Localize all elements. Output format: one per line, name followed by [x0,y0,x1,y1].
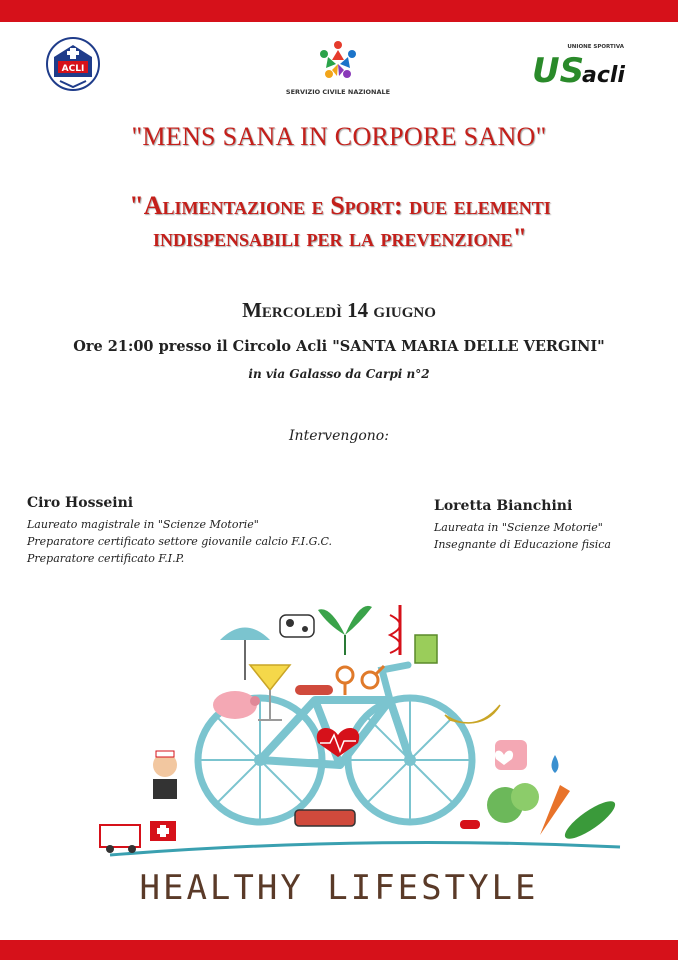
event-address: in via Galasso da Carpi n°2 [248,367,430,381]
speaker-name: Ciro Hosseini [27,495,134,511]
speaker-credential: Laureata in "Scienze Motorie" [434,521,603,534]
healthy-lifestyle-caption: HEALTHY LIFESTYLE [139,868,539,908]
us-acli-main-text: US [532,51,585,88]
speaker-credential: Laureato magistrale in "Scienze Motorie" [27,518,259,531]
us-acli-logo [530,44,630,88]
salad-icon [487,783,539,823]
speaker-credential: Insegnante di Educazione fisica [434,538,611,551]
acli-logo-label: ACLI [61,64,85,74]
pills-icon [460,820,480,829]
speaker-credential: Preparatore certificato F.I.P. [27,552,185,565]
title-alimentazione-line2: indispensabili per la prevenzione" [152,223,527,252]
intervene-label: Intervengono: [289,428,389,444]
scn-logo [278,38,398,98]
bicycle-illustration [90,585,635,870]
bottom-red-bar [0,940,678,960]
us-acli-sub-text: acli [582,63,625,88]
acli-logo [46,37,100,91]
top-red-bar [0,0,678,22]
us-acli-small-text: UNIONE SPORTIVA [567,44,624,50]
nurse-icon [153,751,177,799]
water-drop-icon [552,755,559,773]
gender-symbols-icon [337,666,384,695]
plant-icon [318,606,372,655]
thumbs-up-icon [495,740,527,770]
first-aid-kit-icon [150,821,176,841]
star-people-icon [278,38,398,86]
ambulance-icon [100,825,140,853]
event-time-location: Ore 21:00 presso il Circolo Acli "SANTA MARIA DELLE VERGINI" [73,338,605,355]
title-alimentazione [20,190,660,254]
speaker-name: Loretta Bianchini [434,498,573,514]
acli-logo-icon [46,37,100,91]
cucumber-icon [560,795,619,844]
carrot-icon [540,785,570,835]
caduceus-icon [390,605,400,655]
scn-caption: SERVIZIO CIVILE NAZIONALE [285,88,391,96]
cup-icon [415,635,437,663]
title-alimentazione-line1: "Alimentazione e Sport: due elementi [129,191,551,220]
ground-line [110,843,620,856]
speaker-loretta [434,498,674,553]
cow-icon [280,615,314,637]
title-mens-sana: "MENS SANA IN CORPORE SANO" [131,122,547,151]
us-acli-logo-icon [530,44,630,88]
speaker-ciro [27,495,407,567]
event-date: Mercoledì 14 giugno [242,298,436,322]
weights-icon [295,810,355,826]
speaker-credential: Preparatore certificato settore giovanile calcio F.I.G.C. [27,535,333,548]
cocktail-icon [250,665,290,720]
